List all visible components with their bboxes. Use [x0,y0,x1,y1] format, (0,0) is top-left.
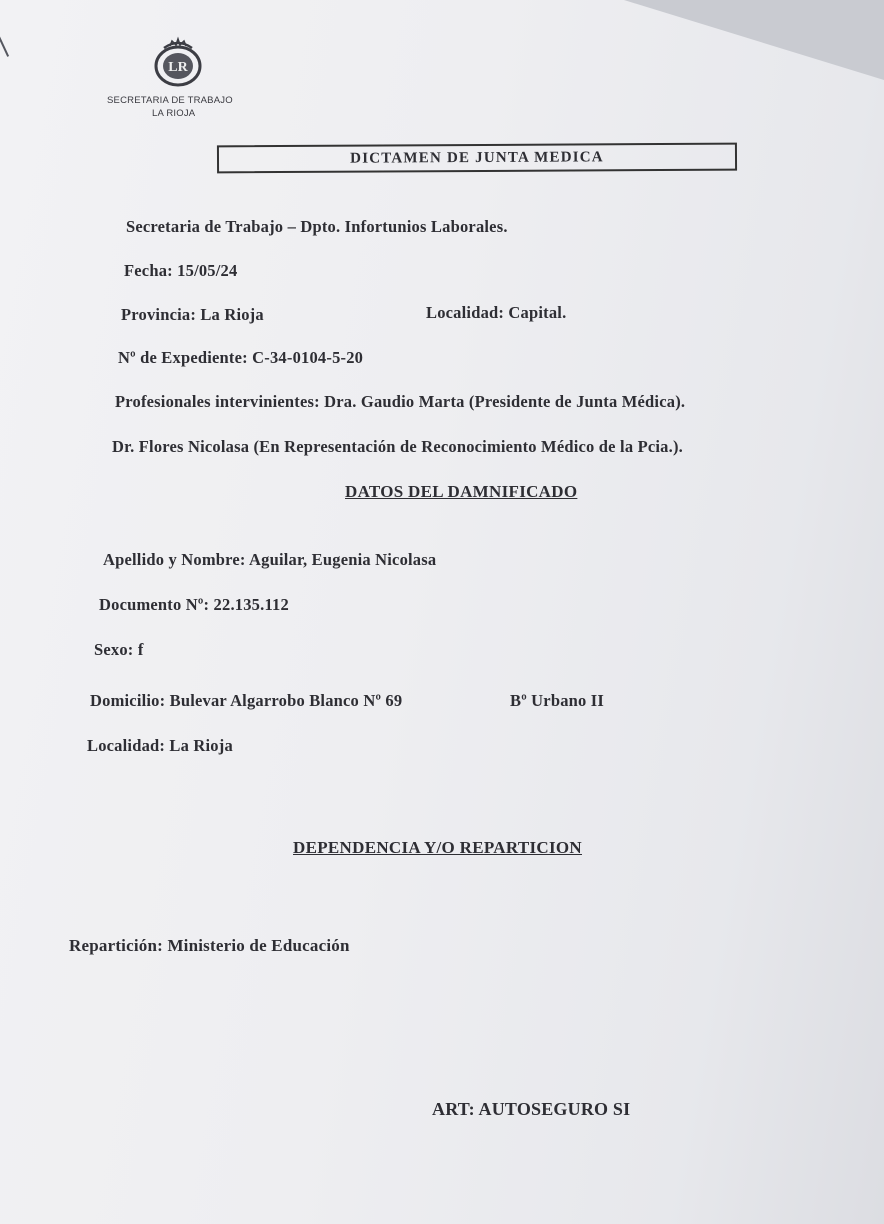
department-office-line: Repartición: Ministerio de Educación [69,936,350,955]
file-number-line: Nº de Expediente: C-34-0104-5-20 [118,348,364,367]
professionals-line: Profesionales intervinientes: Dra. Gaudio Marta (Presidente de Junta Médica). [115,392,686,411]
art-line: ART: AUTOSEGURO SI [432,1099,631,1119]
title-box [217,143,737,174]
department-line: Secretaria de Trabajo – Dpto. Infortunios Laborales. [126,217,508,236]
provincial-seal-icon [150,36,206,90]
locality-line: Localidad: Capital. [426,303,567,322]
org-location: LA RIOJA [152,108,196,119]
org-name: SECRETARIA DE TRABAJO [107,95,233,106]
province-line: Provincia: La Rioja [121,305,264,324]
date-line: Fecha: 15/05/24 [124,261,238,280]
injured-party-heading: DATOS DEL DAMNIFICADO [345,482,578,501]
folded-corner [624,0,884,80]
dependency-heading: DEPENDENCIA Y/O REPARTICION [293,838,582,857]
name-line: Apellido y Nombre: Aguilar, Eugenia Nicolasa [103,550,437,569]
locality-line-damnificado: Localidad: La Rioja [87,736,233,755]
paper-crease [0,25,9,57]
second-professional-line: Dr. Flores Nicolasa (En Representación de Reconocimiento Médico de la Pcia.). [112,437,683,456]
document-number-line: Documento Nº: 22.135.112 [99,595,289,614]
address-line: Domicilio: Bulevar Algarrobo Blanco Nº 69 [90,691,403,710]
svg-text:LR: LR [168,60,188,75]
sex-line: Sexo: f [94,640,144,659]
neighborhood-line: Bº Urbano II [510,691,605,710]
document-title: DICTAMEN DE JUNTA MEDICA [350,149,604,167]
